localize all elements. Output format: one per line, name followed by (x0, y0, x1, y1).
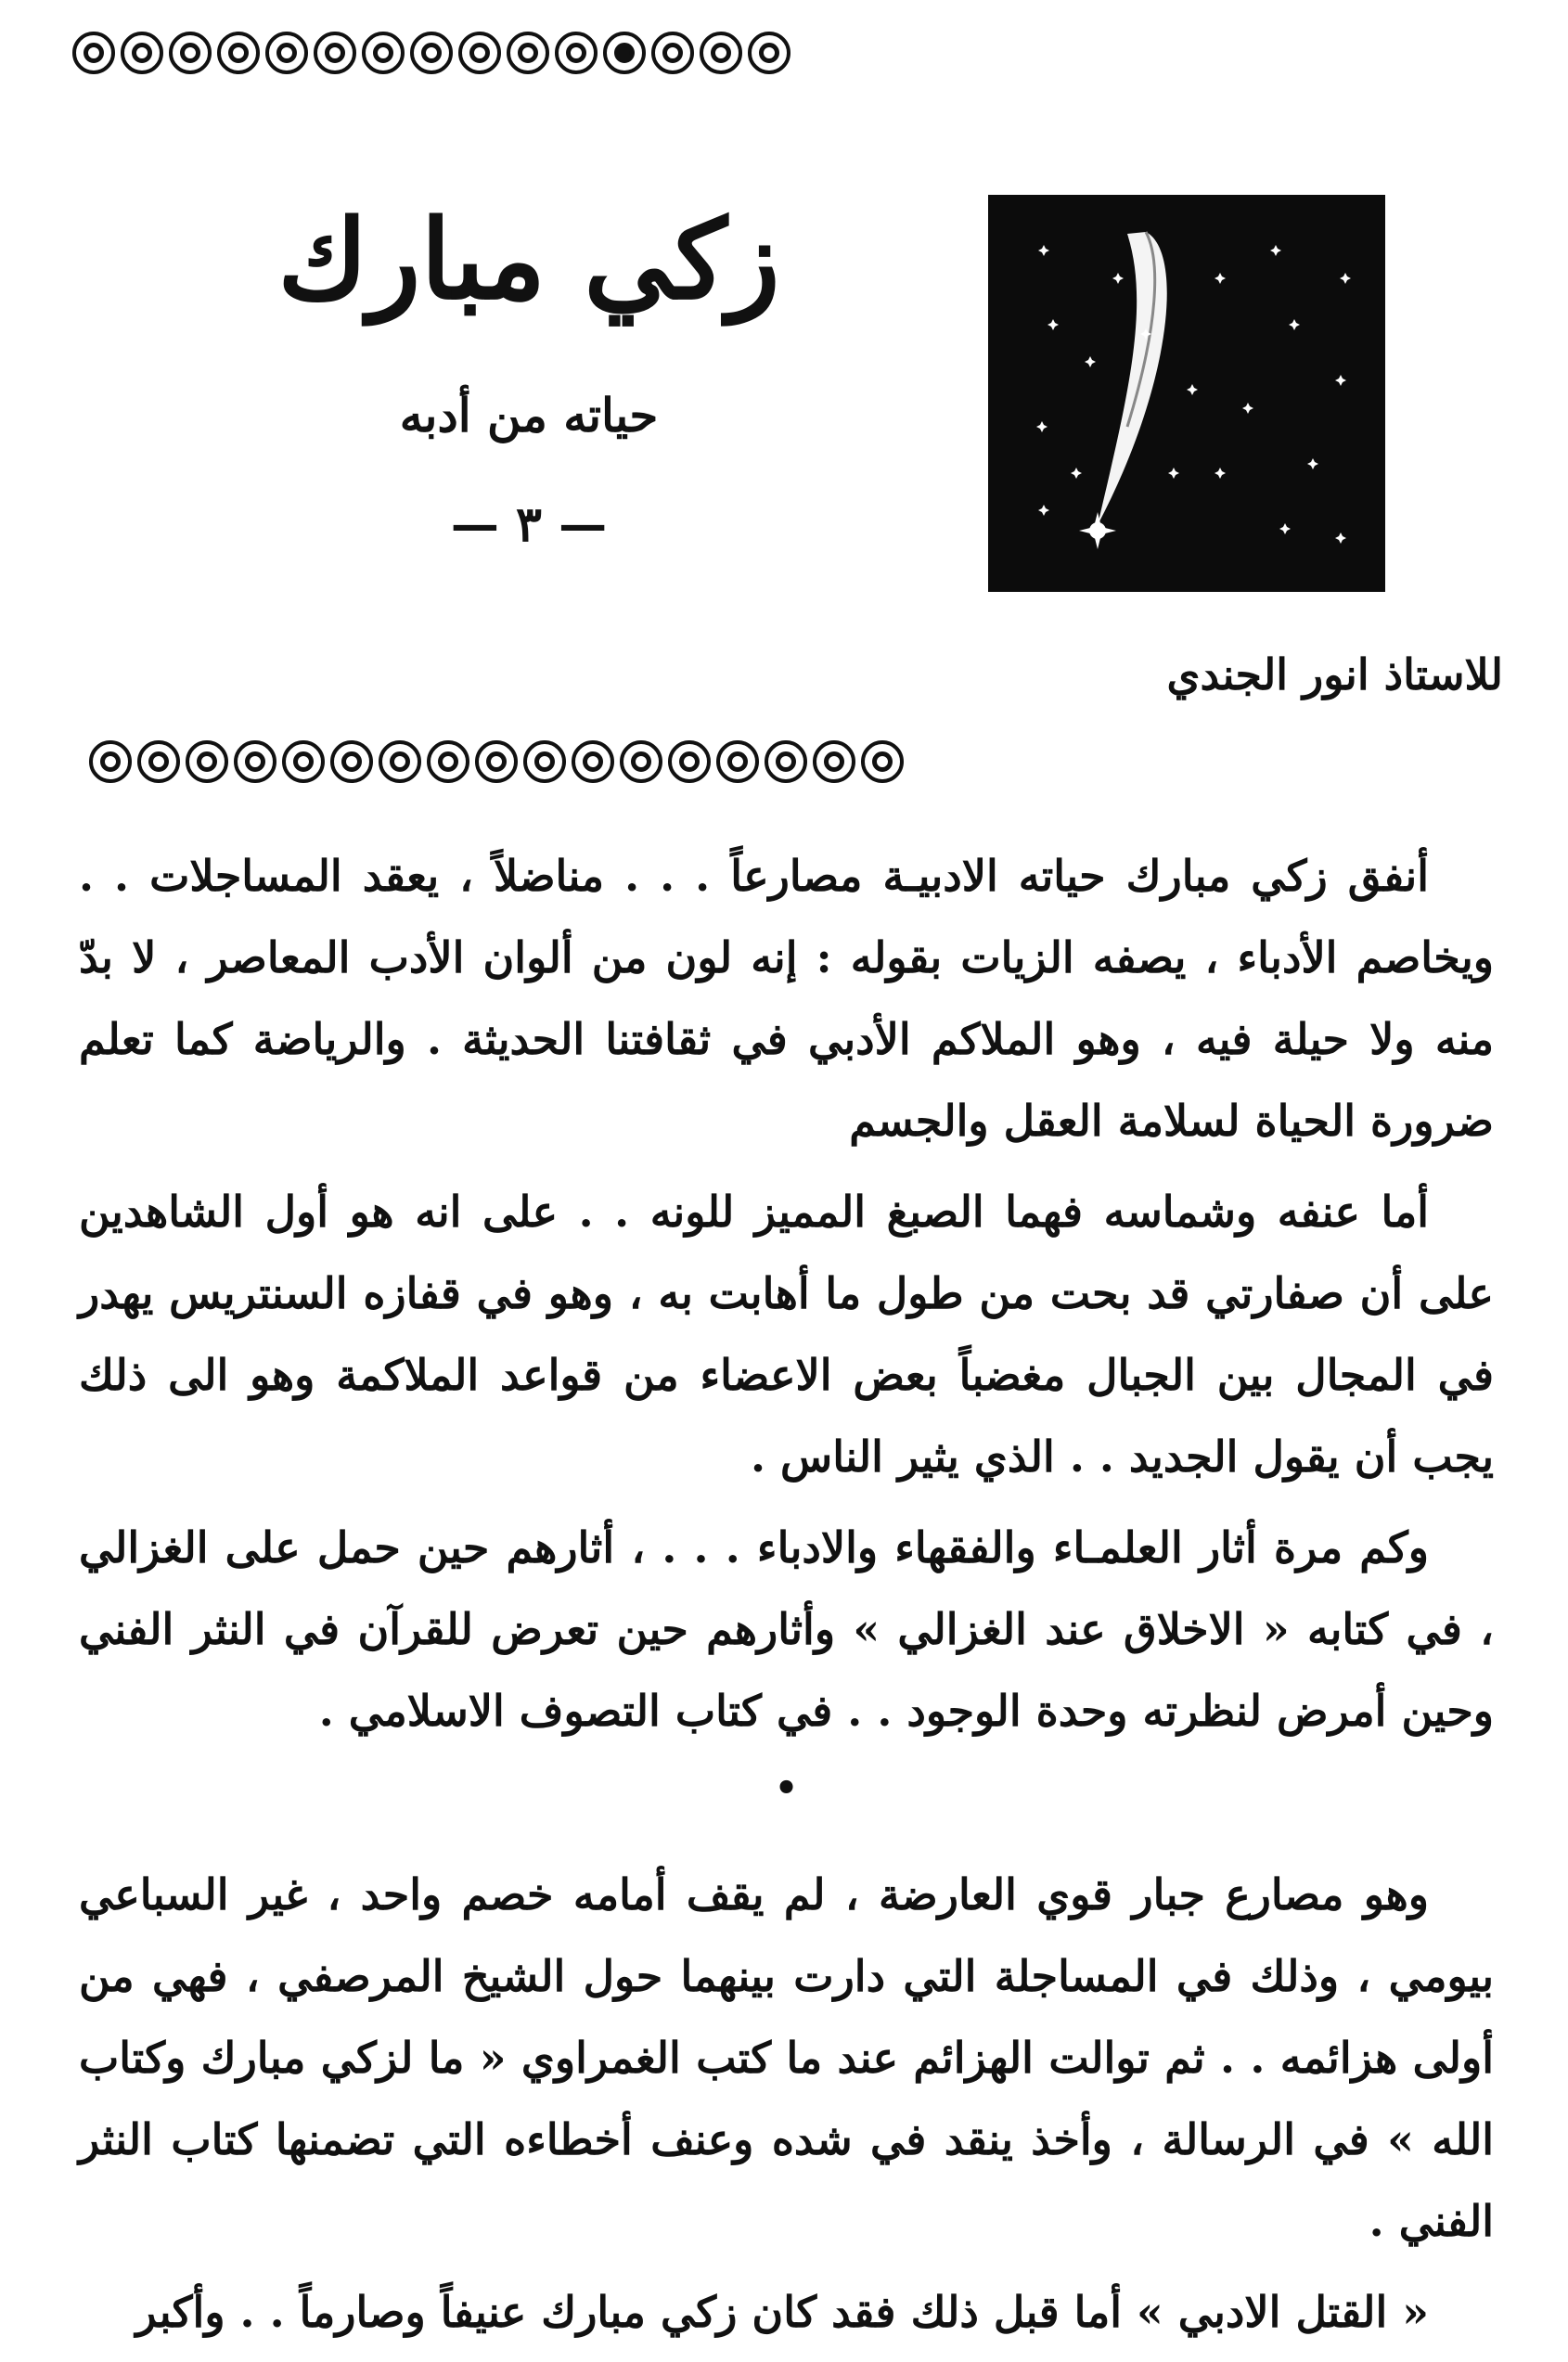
comet-icon (988, 195, 1385, 592)
concentric-circle-icon (603, 32, 646, 74)
section-divider-dot: • (774, 1766, 799, 1810)
concentric-circle-icon (572, 740, 614, 783)
paragraph-3: وكم مرة أثار العلمـاء والفقهاء والادباء . . . ، أثارهم حين حمل على الغزالي ، في كتابه « الاخلاق عند الغزالي » وأثارهم حين تعرض للقرآن في النثر الفني وحين أمرض لنظرته وحدة الوجود . . في كتاب التصوف الاسلامي . (79, 1522, 1494, 1736)
concentric-circle-icon (620, 740, 662, 783)
concentric-circle-icon (555, 32, 598, 74)
star-icon (1047, 319, 1059, 330)
concentric-circle-icon (651, 32, 694, 74)
concentric-circle-icon (217, 32, 260, 74)
article-title: زكي مبارك (277, 195, 780, 324)
star-icon (1335, 533, 1346, 544)
star-icon (1340, 273, 1351, 284)
article-body (79, 835, 1494, 2362)
concentric-circle-icon (716, 740, 759, 783)
concentric-circle-icon (265, 32, 308, 74)
concentric-circle-icon (427, 740, 469, 783)
star-icon (1112, 273, 1124, 284)
star-icon (1085, 356, 1096, 367)
star-icon (1038, 245, 1049, 256)
star-icon (1168, 468, 1179, 479)
concentric-circle-icon (121, 32, 163, 74)
concentric-circle-icon (314, 32, 356, 74)
paragraph-1: أنفق زكي مبارك حياته الادبيـة مصارعاً . . . مناضلاً ، يعقد المساجلات . . ويخاصم الأدباء ، يصفه الزيات بقوله : إنه لون من ألوان الأدب المعاصر ، لا بدّ منه ولا حيلة فيه ، وهو الملاكم الأدبي في ثقافتنا الحديثة . والرياضة كما تعلم ضرورة الحياة لسلامة العقل والجسم (79, 851, 1494, 1146)
concentric-circle-icon (458, 32, 501, 74)
divider-ornament-border (89, 740, 904, 783)
star-icon (1335, 375, 1346, 386)
concentric-circle-icon (861, 740, 904, 783)
concentric-circle-icon (330, 740, 373, 783)
concentric-circle-icon (362, 32, 405, 74)
paragraph-5: « القتل الادبي » أما قبل ذلك فقد كان زكي مبارك عنيفاً وصارماً . . وأكبر (135, 2287, 1429, 2337)
paragraph-2: أما عنفه وشماسه فهما الصبغ المميز للونه . . على انه هو أول الشاهدين على أن صفارتي قد بحت من طول ما أهابت به ، وهو في قفازه السنتريس يهدر في المجال بين الجبال مغضباً بعض الاعضاء من قواعد الملاكمة وهو الى ذلك يجب أن يقول الجديد . . الذي يثير الناس . (79, 1187, 1494, 1482)
author-byline: للاستاذ انور الجندي (1166, 649, 1503, 700)
star-icon (1270, 245, 1281, 256)
star-icon (1215, 273, 1226, 284)
concentric-circle-icon (234, 740, 276, 783)
concentric-circle-icon (72, 32, 115, 74)
star-icon (1187, 384, 1198, 395)
concentric-circle-icon (475, 740, 518, 783)
concentric-circle-icon (668, 740, 711, 783)
star-icon (1038, 505, 1049, 516)
star-icon (1036, 421, 1047, 432)
concentric-circle-icon (137, 740, 180, 783)
star-icon (1289, 319, 1300, 330)
concentric-circle-icon (700, 32, 742, 74)
article-subtitle: حياته من أدبه (399, 388, 659, 443)
comet-illustration (988, 195, 1385, 592)
concentric-circle-icon (765, 740, 807, 783)
paragraph-4: وهو مصارع جبار قوي العارضة ، لم يقف أمامه خصم واحد ، غير السباعي بيومي ، وذلك في المساجلة التي دارت بينهما حول الشيخ المرصفي ، فهي من أولى هزائمه . . ثم توالت الهزائم عند ما كتب الغمراوي « ما لزكي مبارك وكتاب الله » في الرسالة ، وأخذ ينقد في شده وعنف أخطاءه التي تضمنها كتاب النثر الفني . (79, 1869, 1494, 2246)
concentric-circle-icon (282, 740, 325, 783)
concentric-circle-icon (379, 740, 421, 783)
star-icon (1242, 403, 1253, 414)
concentric-circle-icon (169, 32, 212, 74)
star-icon (1071, 468, 1082, 479)
star-icon (1279, 523, 1291, 534)
concentric-circle-icon (813, 740, 855, 783)
concentric-circle-icon (523, 740, 566, 783)
concentric-circle-icon (507, 32, 549, 74)
star-icon (1215, 468, 1226, 479)
concentric-circle-icon (748, 32, 790, 74)
star-icon (1307, 458, 1318, 469)
concentric-circle-icon (186, 740, 228, 783)
top-ornament-border (72, 32, 790, 74)
part-number: — ٣ — (450, 496, 608, 553)
concentric-circle-icon (89, 740, 132, 783)
concentric-circle-icon (410, 32, 453, 74)
